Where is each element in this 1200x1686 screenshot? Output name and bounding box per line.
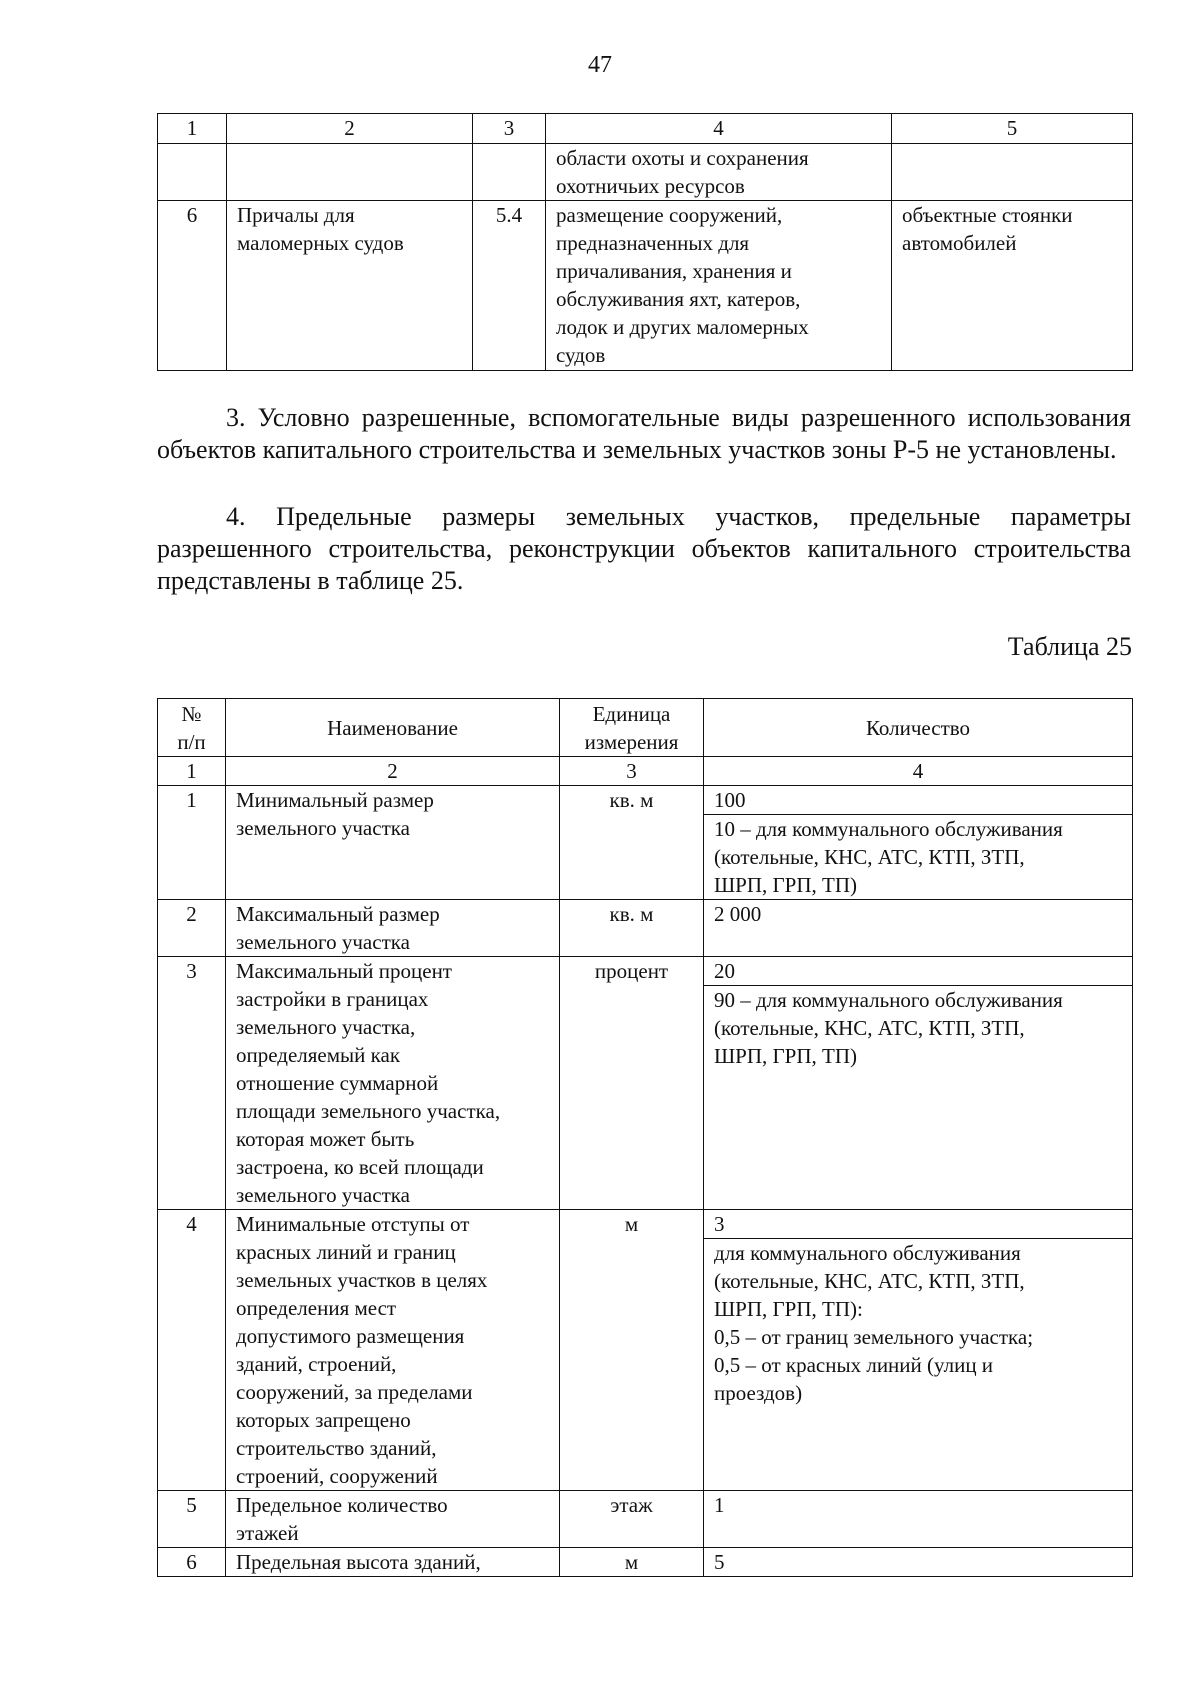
unit-cell: этаж [560, 1491, 704, 1548]
limits-table [157, 698, 1133, 1577]
row-number: 6 [158, 201, 227, 371]
header-unit: Единица измерения [560, 699, 704, 757]
table-row [158, 957, 1133, 986]
aux-use-cell: объектные стоянки автомобилей [892, 201, 1133, 371]
quantity-extra-cell: 90 – для коммунального обслуживания (котельные, КНС, АТС, КТП, ЗТП, ШРП, ГРП, ТП) [704, 986, 1133, 1210]
description-cell: размещение сооружений, предназначенных для причаливания, хранения и обслуживания яхт, катеров, лодок и других маломерных судов [546, 201, 892, 371]
table-label: Таблица 25 [1007, 632, 1132, 661]
name-cell: Минимальные отступы от красных линий и границ земельных участков в целях определения мест допустимого размещения зданий, строений, сооружений, за пределами которых запрещено строительство зданий, строений, сооружений [226, 1210, 560, 1491]
col-number: 3 [560, 757, 704, 786]
quantity-extra-cell: 10 – для коммунального обслуживания (котельные, КНС, АТС, КТП, ЗТП, ШРП, ГРП, ТП) [704, 815, 1133, 900]
code-cell: 5.4 [473, 201, 546, 371]
row-number: 2 [158, 900, 226, 957]
description-cell: области охоты и сохранения охотничьих ресурсов [546, 144, 892, 201]
table-row [158, 201, 1133, 371]
row-number: 1 [158, 786, 226, 900]
name-cell: Причалы для маломерных судов [227, 201, 473, 371]
name-cell: Минимальный размер земельного участка [226, 786, 560, 900]
unit-cell: кв. м [560, 900, 704, 957]
table-row [158, 1548, 1133, 1577]
name-cell: Максимальный процент застройки в границах земельного участка, определяемый как отношение суммарной площади земельного участка, которая может быть застроена, ко всей площади земельного участка [226, 957, 560, 1210]
row-number: 5 [158, 1491, 226, 1548]
header-num: № п/п [158, 699, 226, 757]
unit-cell: м [560, 1548, 704, 1577]
name-cell: Предельное количество этажей [226, 1491, 560, 1548]
row-number: 3 [158, 957, 226, 1210]
page-number: 47 [588, 52, 612, 78]
col-number: 1 [158, 757, 226, 786]
unit-cell: м [560, 1210, 704, 1491]
continuation-table [157, 113, 1133, 371]
quantity-extra-cell: для коммунального обслуживания (котельные, КНС, АТС, КТП, ЗТП, ШРП, ГРП, ТП): 0,5 – от границ земельного участка; 0,5 – от красных линий (улиц и проездов) [704, 1239, 1133, 1491]
table-row [158, 786, 1133, 815]
quantity-cell: 20 [704, 957, 1133, 986]
table-header-row [158, 114, 1133, 144]
quantity-cell: 100 [704, 786, 1133, 815]
column-numbers-row [158, 757, 1133, 786]
quantity-cell: 2 000 [704, 900, 1133, 957]
row-number: 4 [158, 1210, 226, 1491]
paragraph-3: 3. Условно разрешенные, вспомогательные виды разрешенного использования объектов капитального строительства и земельных участков зоны Р-5 не установлены. [157, 403, 1131, 464]
col-number: 4 [704, 757, 1133, 786]
unit-cell: кв. м [560, 786, 704, 900]
table-row [158, 900, 1133, 957]
paragraph-4: 4. Предельные размеры земельных участков, предельные параметры разрешенного строительства, реконструкции объектов капитального строительства представлены в таблице 25. [157, 502, 1131, 595]
table-header-row [158, 699, 1133, 757]
quantity-cell: 1 [704, 1491, 1133, 1548]
quantity-cell: 5 [704, 1548, 1133, 1577]
table-row [158, 1491, 1133, 1548]
col-number: 1 [158, 114, 227, 144]
col-number: 4 [546, 114, 892, 144]
col-number: 2 [227, 114, 473, 144]
header-name: Наименование [226, 699, 560, 757]
header-quantity: Количество [704, 699, 1133, 757]
unit-cell: процент [560, 957, 704, 1210]
table-row [158, 1210, 1133, 1239]
col-number: 2 [226, 757, 560, 786]
quantity-cell: 3 [704, 1210, 1133, 1239]
table-row [158, 144, 1133, 201]
col-number: 5 [892, 114, 1133, 144]
name-cell: Максимальный размер земельного участка [226, 900, 560, 957]
col-number: 3 [473, 114, 546, 144]
name-cell: Предельная высота зданий, [226, 1548, 560, 1577]
row-number: 6 [158, 1548, 226, 1577]
